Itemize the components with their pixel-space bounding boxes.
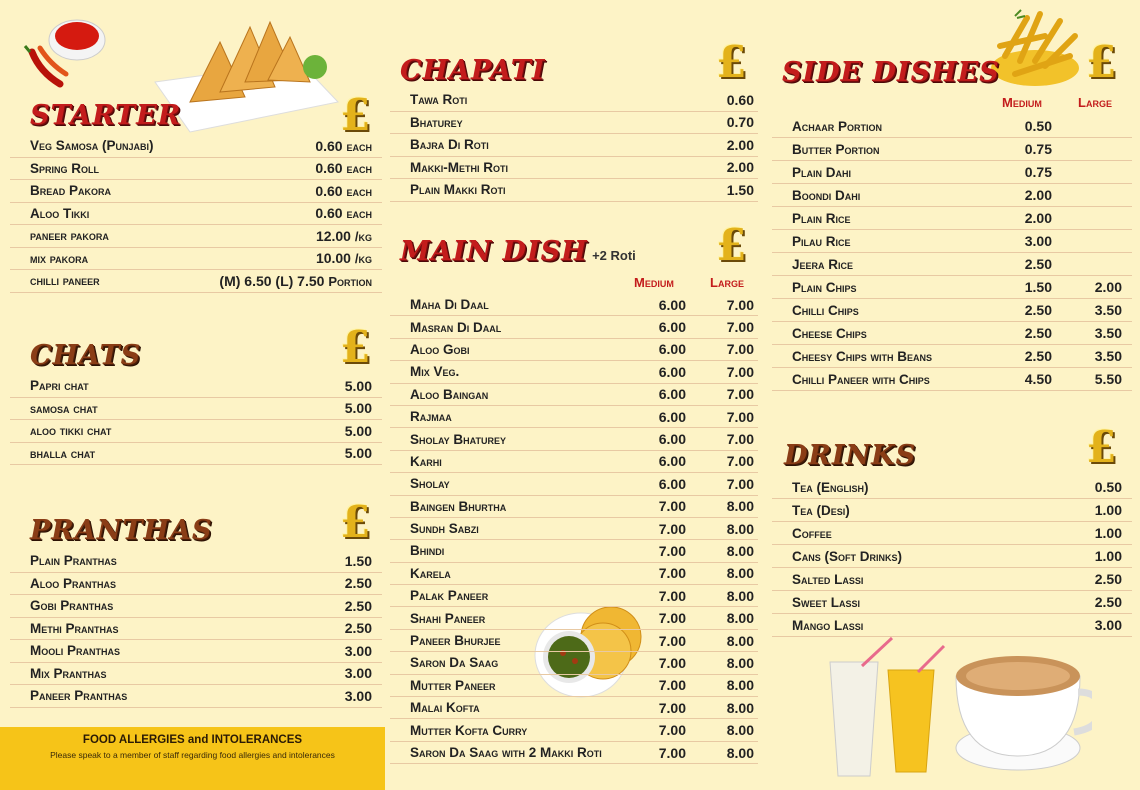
item-price-medium: 6.00 <box>658 319 686 336</box>
item-price-value: 1.00 <box>1094 548 1122 564</box>
item-name: Aloo Pranthas <box>30 575 117 591</box>
menu-item-row <box>390 742 758 764</box>
item-name: Pilau Rice <box>792 233 851 249</box>
item-price-unit: /kg <box>354 251 372 267</box>
item-price-medium: 7.00 <box>658 587 686 604</box>
menu-item-row <box>772 476 1132 499</box>
menu-item-row <box>772 322 1132 345</box>
menu-item-row <box>10 640 382 663</box>
item-price-medium: 1.50 <box>1024 279 1052 295</box>
item-name: Mutter Paneer <box>410 677 496 693</box>
menu-item-row <box>10 135 382 158</box>
item-price-medium: 7.00 <box>658 699 686 716</box>
item-price-medium: 7.00 <box>658 654 686 671</box>
item-price-large: 8.00 <box>726 587 754 604</box>
main-medium-header: Medium <box>634 275 674 290</box>
item-price-medium: 6.00 <box>658 386 686 403</box>
menu-item-row <box>10 375 382 398</box>
item-price-medium: 7.00 <box>658 498 686 515</box>
item-price <box>1095 548 1122 564</box>
item-name: Mix Pranthas <box>30 665 107 681</box>
item-name: Makki-Methi Roti <box>410 159 508 175</box>
item-price-large: 7.00 <box>726 341 754 358</box>
menu-item-row <box>772 522 1132 545</box>
item-price <box>345 423 372 439</box>
pound-icon: £ <box>716 37 747 88</box>
item-price-unit: Portion <box>328 273 372 289</box>
item-price <box>345 378 372 394</box>
item-name: Sundh Sabzi <box>410 521 479 537</box>
chapati-list <box>390 89 758 202</box>
item-price-medium: 6.00 <box>658 341 686 358</box>
item-price-value: 5.00 <box>344 377 372 394</box>
item-price <box>315 160 372 176</box>
item-price <box>345 575 372 591</box>
menu-item-row <box>390 428 758 450</box>
item-name: Karhi <box>410 453 442 469</box>
item-name: Plain Pranthas <box>30 553 117 569</box>
item-name: Paneer Bhurjee <box>410 633 501 649</box>
item-price-unit: each <box>346 161 372 177</box>
menu-item-row <box>10 203 382 226</box>
item-price-medium: 6.00 <box>658 475 686 492</box>
item-price-large: 3.50 <box>1094 325 1122 341</box>
item-price-large: 3.50 <box>1094 348 1122 364</box>
chapati-title: CHAPATI <box>400 55 546 86</box>
menu-item-row <box>772 138 1132 161</box>
item-price-value: 0.70 <box>726 114 754 131</box>
menu-item-row <box>390 89 758 112</box>
menu-item-row <box>390 179 758 202</box>
item-price-medium: 2.50 <box>1024 256 1052 272</box>
menu-item-row <box>390 563 758 585</box>
item-price-value: 2.50 <box>344 597 372 614</box>
item-name: Palak Paneer <box>410 588 489 604</box>
item-price-medium: 4.50 <box>1024 371 1052 387</box>
item-price-value: 0.60 <box>315 137 343 154</box>
menu-item-row <box>10 158 382 181</box>
menu-item-row <box>772 207 1132 230</box>
menu-item-row <box>772 299 1132 322</box>
item-price-large: 8.00 <box>726 498 754 515</box>
item-name: Aloo Tikki <box>30 205 90 221</box>
item-price-large: 8.00 <box>726 632 754 649</box>
menu-item-row <box>10 248 382 271</box>
item-name: Sweet Lassi <box>792 594 861 610</box>
item-name: Plain Dahi <box>792 164 852 180</box>
item-price-value: 5.00 <box>344 400 372 417</box>
sauce-bowl-image <box>22 12 112 88</box>
drinks-list <box>772 476 1132 637</box>
main-dish-title: MAIN DISH <box>400 236 588 267</box>
chats-title: CHATS <box>30 340 142 371</box>
starter-list <box>10 135 382 293</box>
item-price-value: 1.00 <box>1094 525 1122 541</box>
item-price-unit: /kg <box>354 228 372 244</box>
item-price-large: 2.00 <box>1094 279 1122 295</box>
item-name: Chilli Chips <box>792 302 859 318</box>
menu-item-row <box>772 345 1132 368</box>
item-price-value: 3.00 <box>344 642 372 659</box>
item-price-medium: 6.00 <box>658 431 686 448</box>
item-name: Jeera Rice <box>792 256 854 272</box>
item-price <box>1095 502 1122 518</box>
item-price-medium: 7.00 <box>658 677 686 694</box>
menu-item-row <box>10 270 382 293</box>
menu-item-row <box>772 591 1132 614</box>
item-price-medium: 2.00 <box>1024 187 1052 203</box>
menu-item-row <box>390 719 758 741</box>
menu-item-row <box>10 180 382 203</box>
item-price-large: 7.00 <box>726 296 754 313</box>
item-price-medium: 6.00 <box>658 408 686 425</box>
item-name: Cheesy Chips with Beans <box>792 348 933 364</box>
item-price-medium: 6.00 <box>658 363 686 380</box>
menu-item-row <box>772 230 1132 253</box>
item-price-unit: each <box>346 138 372 154</box>
item-name: Maha Di Daal <box>410 297 489 313</box>
main-dish-subtitle: +2 Roti <box>592 248 636 263</box>
item-price-medium: 7.00 <box>658 632 686 649</box>
menu-item-row <box>772 568 1132 591</box>
menu-item-row <box>772 368 1132 391</box>
item-price-large: 8.00 <box>726 654 754 671</box>
menu-item-row <box>390 518 758 540</box>
item-name: Achaar Portion <box>792 118 882 134</box>
item-price <box>345 445 372 461</box>
item-price-large: 8.00 <box>726 565 754 582</box>
item-name: Mango Lassi <box>792 617 864 633</box>
item-price-large: 7.00 <box>726 319 754 336</box>
item-price-value: 3.00 <box>1094 617 1122 633</box>
menu-item-row <box>10 443 382 466</box>
item-name: chilli paneer <box>30 273 100 289</box>
item-name: Plain Rice <box>792 210 851 226</box>
menu-item-row <box>10 663 382 686</box>
item-name: Karela <box>410 565 451 581</box>
item-name: Chilli Paneer with Chips <box>792 371 930 387</box>
item-name: Saron Da Saag with 2 Makki Roti <box>410 745 602 760</box>
item-price <box>345 400 372 416</box>
side-dishes-title: SIDE DISHES <box>782 57 1000 88</box>
item-price-large: 7.00 <box>726 363 754 380</box>
item-name: Cheese Chips <box>792 325 867 341</box>
side-medium-header: Medium <box>1002 95 1042 110</box>
menu-item-row <box>772 545 1132 568</box>
item-price-medium: 2.50 <box>1024 325 1052 341</box>
menu-item-row <box>10 398 382 421</box>
side-dishes-list <box>772 115 1132 391</box>
menu-item-row <box>10 685 382 708</box>
allergy-banner-title: FOOD ALLERGIES and INTOLERANCES <box>82 734 303 746</box>
item-price-value: 3.00 <box>344 687 372 704</box>
menu-item-row <box>390 675 758 697</box>
item-price-value: 0.60 <box>726 91 754 108</box>
item-price-medium: 3.00 <box>1024 233 1052 249</box>
item-price-medium: 7.00 <box>658 610 686 627</box>
menu-item-row <box>390 134 758 157</box>
item-price-value: 1.00 <box>1094 502 1122 518</box>
drinks-title: DRINKS <box>784 440 917 471</box>
item-price-value: (M) 6.50 (L) 7.50 <box>219 272 325 289</box>
item-price <box>727 114 754 130</box>
item-price-large: 7.00 <box>726 431 754 448</box>
item-price-large: 5.50 <box>1094 371 1122 387</box>
item-price-medium: 7.00 <box>658 722 686 739</box>
menu-item-row <box>772 276 1132 299</box>
pranthas-list <box>10 550 382 708</box>
item-price-value: 0.60 <box>315 182 343 199</box>
menu-item-row <box>390 112 758 135</box>
pound-icon: £ <box>716 220 747 271</box>
item-name: Bajra Di Roti <box>410 137 489 153</box>
item-price-value: 0.60 <box>315 205 343 222</box>
item-name: Plain Chips <box>792 279 857 295</box>
item-price <box>1095 479 1122 495</box>
item-name: Shahi Paneer <box>410 610 486 626</box>
menu-item-row <box>390 540 758 562</box>
item-price <box>345 553 372 569</box>
item-price-value: 2.00 <box>726 136 754 153</box>
item-name: Mutter Kofta Curry <box>410 722 528 738</box>
menu-item-row <box>772 499 1132 522</box>
item-price-medium: 7.00 <box>658 542 686 559</box>
item-price-medium: 2.50 <box>1024 348 1052 364</box>
item-price-value: 5.00 <box>344 445 372 462</box>
menu-item-row <box>390 157 758 180</box>
item-name: Sholay Bhaturey <box>410 431 507 447</box>
pound-icon: £ <box>340 90 371 141</box>
item-name: Bhaturey <box>410 114 463 130</box>
item-price-large: 8.00 <box>726 677 754 694</box>
item-name: Plain Makki Roti <box>410 182 506 198</box>
item-price-medium: 2.50 <box>1024 302 1052 318</box>
pranthas-title: PRANTHAS <box>30 515 213 546</box>
menu-item-row <box>390 630 758 652</box>
pound-icon: £ <box>1086 422 1117 473</box>
menu-item-row <box>390 339 758 361</box>
menu-item-row <box>390 451 758 473</box>
item-price-value: 3.00 <box>344 665 372 682</box>
item-price-large: 7.00 <box>726 453 754 470</box>
item-price <box>315 138 372 154</box>
menu-item-row <box>10 618 382 641</box>
menu-item-row <box>390 585 758 607</box>
item-name: Bhindi <box>410 543 445 559</box>
item-price-value: 5.00 <box>344 422 372 439</box>
item-price-large: 8.00 <box>726 744 754 761</box>
item-price <box>316 228 372 244</box>
item-name: Mix Veg. <box>410 364 460 380</box>
item-name: Aloo Baingan <box>410 386 489 402</box>
item-price-large: 3.50 <box>1094 302 1122 318</box>
pound-icon: £ <box>1086 37 1117 88</box>
menu-item-row <box>390 473 758 495</box>
item-name: Masran Di Daal <box>410 319 502 335</box>
item-name: samosa chat <box>30 400 98 416</box>
item-price-value: 2.00 <box>726 159 754 176</box>
item-name: Baingen Bhurtha <box>410 498 507 514</box>
item-price-value: 0.60 <box>315 160 343 177</box>
item-price <box>345 688 372 704</box>
fries-image <box>985 6 1085 92</box>
menu-item-row <box>390 316 758 338</box>
item-name: Rajmaa <box>410 409 452 425</box>
item-name: Papri chat <box>30 378 89 394</box>
item-price-value: 2.50 <box>344 575 372 592</box>
item-name: Tawa Roti <box>410 92 468 108</box>
item-price-large: 8.00 <box>726 699 754 716</box>
menu-item-row <box>772 115 1132 138</box>
item-price-medium: 7.00 <box>658 565 686 582</box>
item-name: bhalla chat <box>30 445 96 461</box>
item-name: Spring Roll <box>30 160 100 176</box>
item-price-value: 2.50 <box>1094 571 1122 587</box>
item-name: paneer pakora <box>30 228 109 244</box>
item-price <box>345 620 372 636</box>
chats-list <box>10 375 382 465</box>
item-name: Coffee <box>792 525 832 541</box>
item-price-medium: 2.00 <box>1024 210 1052 226</box>
item-price-large: 8.00 <box>726 542 754 559</box>
allergy-banner <box>0 727 385 790</box>
item-price-value: 1.50 <box>344 552 372 569</box>
item-price-large: 8.00 <box>726 610 754 627</box>
item-price <box>219 273 372 289</box>
allergy-banner-text: Please speak to a member of staff regarding food allergies and intolerances <box>50 750 335 760</box>
item-price <box>727 137 754 153</box>
menu-item-row <box>390 652 758 674</box>
side-large-header: Large <box>1078 95 1112 110</box>
item-name: Boondi Dahi <box>792 187 861 203</box>
item-price <box>727 182 754 198</box>
menu-item-row <box>10 550 382 573</box>
item-price <box>345 598 372 614</box>
item-price-medium: 0.75 <box>1024 141 1052 157</box>
item-price-medium: 0.75 <box>1024 164 1052 180</box>
menu-item-row <box>390 406 758 428</box>
menu-item-row <box>390 496 758 518</box>
item-price <box>727 159 754 175</box>
menu-item-row <box>390 361 758 383</box>
menu-item-row <box>772 161 1132 184</box>
main-dish-heading <box>400 236 636 267</box>
item-name: Paneer Pranthas <box>30 688 128 704</box>
item-price <box>316 250 372 266</box>
item-price-large: 8.00 <box>726 722 754 739</box>
item-name: Bread Pakora <box>30 183 112 199</box>
item-price <box>1095 617 1122 633</box>
item-price-large: 7.00 <box>726 386 754 403</box>
menu-item-row <box>772 614 1132 637</box>
item-price <box>345 665 372 681</box>
item-price-value: 2.50 <box>1094 594 1122 610</box>
item-price-value: 1.50 <box>726 181 754 198</box>
pound-icon: £ <box>340 322 371 373</box>
menu-item-row <box>390 697 758 719</box>
drinks-image <box>822 636 1092 782</box>
main-dish-list <box>390 294 758 764</box>
item-price <box>345 643 372 659</box>
item-price-value: 10.00 <box>315 250 351 267</box>
menu-item-row <box>772 253 1132 276</box>
item-price <box>1095 594 1122 610</box>
item-name: Veg Samosa (Punjabi) <box>30 138 154 154</box>
item-price <box>1095 525 1122 541</box>
item-name: Tea (English) <box>792 479 869 495</box>
item-price-value: 0.50 <box>1094 479 1122 495</box>
menu-item-row <box>390 384 758 406</box>
starter-title: STARTER <box>30 100 182 131</box>
item-name: Cans (Soft Drinks) <box>792 548 902 564</box>
menu-item-row <box>772 184 1132 207</box>
menu-item-row <box>390 294 758 316</box>
menu-item-row <box>390 607 758 629</box>
item-name: Gobi Pranthas <box>30 598 114 614</box>
item-price-unit: each <box>346 183 372 199</box>
item-name: mix pakora <box>30 250 89 266</box>
item-name: Methi Pranthas <box>30 620 119 636</box>
item-price <box>315 183 372 199</box>
item-price-value: 12.00 <box>315 227 351 244</box>
menu-item-row <box>10 595 382 618</box>
item-name: Salted Lassi <box>792 571 864 587</box>
item-price <box>727 92 754 108</box>
item-price-medium: 6.00 <box>658 453 686 470</box>
item-name: Sholay <box>410 476 450 492</box>
item-name: Aloo Gobi <box>410 341 470 357</box>
menu-item-row <box>10 573 382 596</box>
item-price-unit: each <box>346 206 372 222</box>
item-name: Saron Da Saag <box>410 655 499 671</box>
item-price <box>315 205 372 221</box>
menu-item-row <box>10 420 382 443</box>
item-price-medium: 0.50 <box>1024 118 1052 134</box>
main-large-header: Large <box>710 275 744 290</box>
item-name: Tea (Desi) <box>792 502 850 518</box>
item-price-large: 7.00 <box>726 475 754 492</box>
pound-icon: £ <box>340 497 371 548</box>
item-name: Mooli Pranthas <box>30 643 120 659</box>
item-price-value: 2.50 <box>344 620 372 637</box>
menu-item-row <box>10 225 382 248</box>
item-name: Butter Portion <box>792 141 880 157</box>
item-price-medium: 7.00 <box>658 520 686 537</box>
item-price-medium: 7.00 <box>658 744 686 761</box>
item-name: aloo tikki chat <box>30 423 112 439</box>
item-price-large: 7.00 <box>726 408 754 425</box>
item-price <box>1095 571 1122 587</box>
item-price-medium: 6.00 <box>658 296 686 313</box>
item-price-large: 8.00 <box>726 520 754 537</box>
item-name: Malai Kofta <box>410 700 480 716</box>
